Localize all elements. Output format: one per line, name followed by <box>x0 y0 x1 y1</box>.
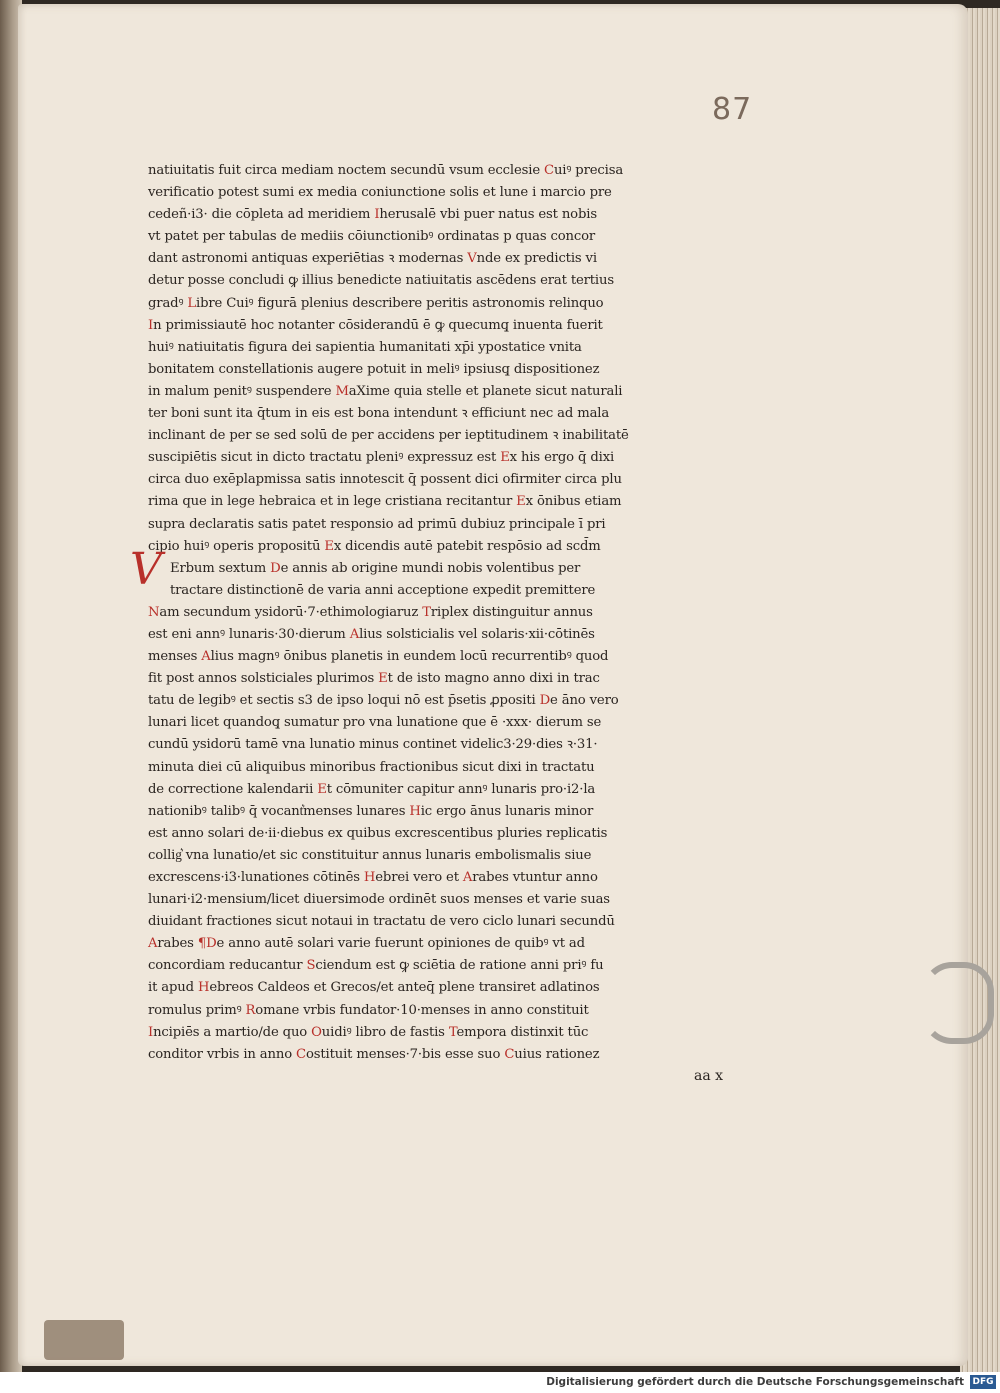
rubric-letter: E <box>378 671 388 687</box>
line-text: fit post annos solsticiales plurimos <box>148 671 379 687</box>
line-text: am secundum ysidorū·7·ethimologiaruz <box>159 604 423 620</box>
line-text: riplex distinguitur annus <box>430 604 593 620</box>
text-line <box>148 514 748 536</box>
text-line <box>148 757 748 779</box>
text-line <box>148 469 748 491</box>
rubric-letter: C <box>504 1046 515 1062</box>
signature-mark: aa x <box>694 1068 724 1084</box>
text-line <box>148 248 748 270</box>
rubric-letter: H <box>409 803 421 819</box>
text-line <box>148 690 748 712</box>
rubric-letter: H <box>197 980 210 996</box>
line-text: circa duo exēplapmissa satis innotescit q̄ possent dici ofirmiter circa plu <box>148 472 622 488</box>
rubric-letter: I <box>148 317 154 333</box>
rubric-letter: T <box>422 604 431 620</box>
text-line <box>148 1000 748 1022</box>
line-text: minuta diei cū aliquibus minoribus fractionibus sicut dixi in tractatu <box>148 759 595 775</box>
line-text: lius solsticialis vel solaris·xii·cōtinēs <box>359 626 595 642</box>
line-text: gradꝰ <box>148 295 188 311</box>
line-text: suscipiētis sicut in dicto tractatu pleniꝰ expressuz est <box>148 450 501 466</box>
line-text: natiuitatis fuit circa mediam noctem secundū vsum ecclesie <box>148 163 545 178</box>
rubric-letter: A <box>462 870 473 885</box>
text-line <box>148 1044 748 1066</box>
rubric-letter: R <box>245 1002 256 1018</box>
text-line <box>148 558 748 580</box>
line-text: omane vrbis fundator·10·menses in anno constituit <box>255 1002 589 1018</box>
line-text: t cōmuniter capitur annꝰ lunaris pro·i2·la <box>326 781 596 797</box>
line-text: huiꝰ natiuitatis figura dei sapientia humanitati xp̄i ypostatice vnita <box>148 339 582 355</box>
text-line <box>148 381 748 403</box>
line-text: ter boni sunt ita q̄tum in eis est bona intendunt ꝛ efficiunt nec ad mala <box>148 406 610 422</box>
line-text: empora distinxit tūc <box>456 1024 589 1040</box>
text-line <box>148 536 748 558</box>
rubric-letter: A <box>148 936 158 952</box>
line-text: rima que in lege hebraica et in lege cristiana recitantur <box>148 494 517 510</box>
line-text: bonitatem constellationis augere potuit in meliꝰ ipsiusq̧ dispositionez <box>148 361 600 377</box>
line-text: aXime quia stelle et planete sicut naturali <box>348 383 623 399</box>
line-text: ebreos Caldeos et Grecos/et anteq̄ plene transiret adlatinos <box>209 980 600 996</box>
line-text: collig͛ vna lunatio/et sic constituitur annus lunaris embolismalis siue <box>148 847 592 863</box>
rubric-letter: C <box>544 163 554 178</box>
line-text: cedeñ·i3· die cōpleta ad meridiem <box>148 207 375 223</box>
text-line <box>148 182 748 204</box>
text-line <box>148 977 748 999</box>
line-text: est eni annꝰ lunaris·30·dierum <box>148 626 350 642</box>
line-text: cundū ysidorū tamē vna lunatio minus continet videlic3·29·dies ꝛ·31· <box>148 737 598 753</box>
line-text: uius rationez <box>514 1046 600 1062</box>
rubric-letter: D <box>270 560 281 576</box>
line-text: verificatio potest sumi ex media coniunctione solis et lune i marcio pre <box>148 185 612 201</box>
text-line <box>148 955 748 977</box>
line-text: vt patet per tabulas de mediis cōiunctionibꝰ ordinatas p quas concor <box>148 229 596 245</box>
text-line <box>148 867 748 889</box>
line-text: rabes vtuntur anno <box>472 870 598 885</box>
rubric-letter: H <box>363 870 376 885</box>
text-line <box>148 933 748 955</box>
text-block <box>130 160 748 1066</box>
line-text: ciendum est ꝙ sciētia de ratione anni priꝰ fu <box>315 958 604 974</box>
text-line <box>148 624 748 646</box>
line-text: nationibꝰ talibꝰ q̄ vocant͛menses lunares <box>148 803 410 819</box>
line-text: e anno autē solari varie fuerunt opiniones de quibꝰ vt ad <box>216 936 585 952</box>
text-line <box>148 1022 748 1044</box>
line-text: uidiꝰ libro de fastis <box>321 1024 449 1040</box>
text-line <box>148 911 748 933</box>
rubric-letter: M <box>335 383 349 399</box>
text-line <box>148 668 748 690</box>
rubric-letter: N <box>148 604 160 620</box>
text-line <box>148 845 748 867</box>
footer-credit: Digitalisierung gefördert durch die Deutsche Forschungsgemeinschaft <box>546 1376 964 1388</box>
line-text: e annis ab origine mundi nobis volentibus per <box>280 560 581 576</box>
text-line <box>148 734 748 756</box>
line-text: cipio huiꝰ operis propositū <box>148 538 325 554</box>
rubric-letter: E <box>516 494 526 510</box>
line-text: excrescens·i3·lunationes cōtinēs <box>148 870 364 885</box>
folio-number: 87 <box>712 92 753 127</box>
text-line <box>148 337 748 359</box>
rubric-letter: I <box>148 1024 154 1040</box>
line-text: ostituit menses·7·bis esse suo <box>305 1046 505 1062</box>
text-line <box>148 580 748 602</box>
rubric-letter: L <box>187 295 196 311</box>
line-text: ibre Cuiꝰ figurā plenius describere peritis astronomis relinquo <box>196 295 604 311</box>
line-text: concordiam reducantur <box>148 958 307 974</box>
text-line <box>148 889 748 911</box>
text-line <box>148 403 748 425</box>
line-text: ncipiēs a martio/de quo <box>153 1024 312 1040</box>
line-text: menses <box>148 649 202 665</box>
text-line <box>148 226 748 248</box>
rubric-letter: E <box>324 538 334 554</box>
footer-bar <box>0 1372 1000 1393</box>
text-line <box>148 315 748 337</box>
text-line <box>148 359 748 381</box>
line-text: x his ergo q̄ dixi <box>509 450 615 466</box>
line-text: detur posse concludi ꝙ illius benedicte natiuitatis ascēdens erat tertius <box>148 273 614 289</box>
rubric-letter: T <box>448 1024 457 1040</box>
line-text: x dicendis autē patebit respōsio ad scd̄m <box>333 538 601 554</box>
rubric-letter: C <box>296 1046 306 1062</box>
dfg-logo: DFG <box>970 1375 996 1389</box>
line-text: lunari licet quandoq̧ sumatur pro vna lunatione que ē ·xxx· dierum se <box>148 715 602 731</box>
rubric-letter: S <box>306 958 316 974</box>
line-text: rabes <box>157 936 198 952</box>
line-text: e āno vero <box>550 693 619 709</box>
line-text: lius magnꝰ ōnibus planetis in eundem locū recurrentibꝰ quod <box>210 649 609 665</box>
rubric-letter: I <box>374 207 380 223</box>
text-line <box>148 712 748 734</box>
text-line <box>148 823 748 845</box>
line-text: in malum penitꝰ suspendere <box>148 383 336 399</box>
rubric-letter: ¶D <box>197 936 217 952</box>
text-line <box>148 602 748 624</box>
text-line <box>148 270 748 292</box>
rubricated-initial: V <box>130 544 162 595</box>
rubric-letter: O <box>311 1024 322 1040</box>
text-line <box>148 425 748 447</box>
rubric-letter: A <box>201 649 211 665</box>
line-text: lunari·i2·mensium/licet diuersimode ordinēt suos menses et varie suas <box>148 892 610 908</box>
line-text: est anno solari de·ii·diebus ex quibus excrescentibus pluries replicatis <box>148 825 608 841</box>
rubric-letter: E <box>317 781 327 797</box>
rubric-letter: D <box>539 693 551 709</box>
rubric-letter: V <box>467 251 477 267</box>
line-text: x ōnibus etiam <box>525 494 622 510</box>
line-text: ic ergo ānus lunaris minor <box>420 803 594 819</box>
line-text: romulus primꝰ <box>148 1002 246 1018</box>
line-text: ebrei vero et <box>375 870 463 885</box>
text-line <box>148 293 748 315</box>
text-line <box>148 160 748 182</box>
line-text: t de isto magno anno dixi in trac <box>387 671 600 687</box>
text-line <box>148 646 748 668</box>
line-text: herusalē vbi puer natus est nobis <box>379 207 597 223</box>
rubric-letter: A <box>349 626 360 642</box>
line-text: tatu de legibꝰ et sectis s3 de ipso loqui nō est p̄setis ꝓpositi <box>148 693 540 709</box>
text-line <box>148 447 748 469</box>
line-text: nde ex predictis vi <box>476 251 597 267</box>
binding-cloth <box>44 1320 124 1360</box>
line-text: conditor vrbis in anno <box>148 1046 297 1062</box>
line-text: inclinant de per se sed solū de per accidens per ieptitudinem ꝛ inabilitatē <box>148 428 629 444</box>
line-text: de correctione kalendarii <box>148 781 318 797</box>
line-text: dant astronomi antiquas experiētias ꝛ modernas <box>148 251 468 267</box>
line-text: Erbum sextum <box>170 560 271 576</box>
page-clip <box>922 962 994 1044</box>
line-text: supra declaratis satis patet responsio ad primū dubiuz principale ī pri <box>148 516 606 532</box>
line-text: tractare distinctionē de varia anni acceptione expedit premittere <box>170 582 596 598</box>
text-line <box>148 801 748 823</box>
line-text: diuidant fractiones sicut notaui in tractatu de vero ciclo lunari secundū <box>148 914 615 930</box>
text-line <box>148 491 748 513</box>
rubric-letter: E <box>500 450 510 466</box>
line-text: uiꝰ precisa <box>553 163 624 178</box>
text-line <box>148 204 748 226</box>
line-text: n primissiautē hoc notanter cōsiderandū ē ꝙ quecumq̧ inuenta fuerit <box>153 317 603 333</box>
text-line <box>148 779 748 801</box>
line-text: it apud <box>148 980 198 996</box>
